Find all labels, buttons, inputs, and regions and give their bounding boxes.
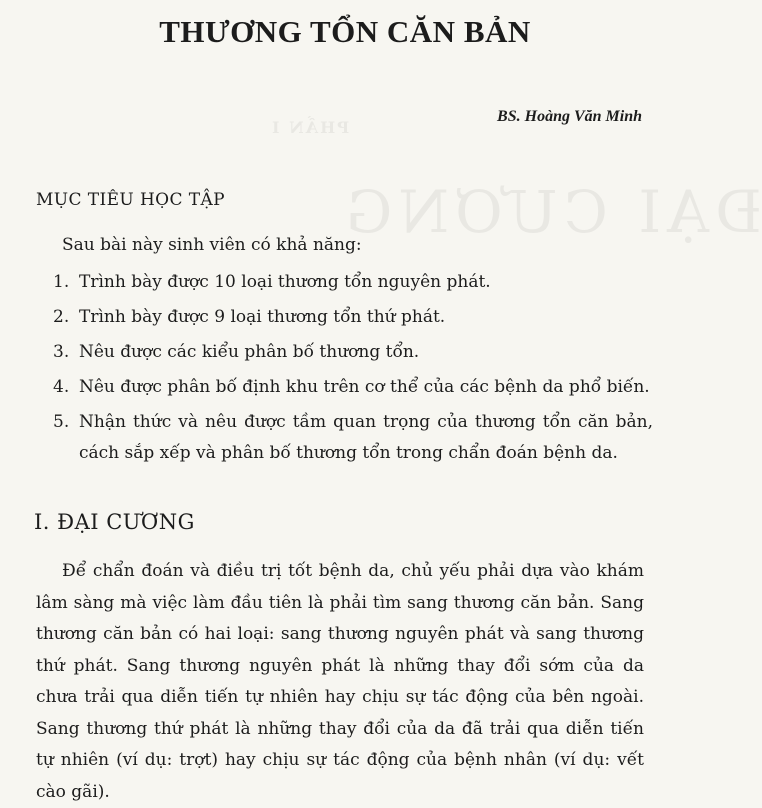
objective-item [53,407,653,469]
bleed-through-part-label: PHẦN I [270,118,350,137]
objective-number: 2. [53,307,70,327]
author-name: BS. Hoàng Văn Minh [497,108,642,125]
objective-text: Trình bày được 10 loại thương tổn nguyên phát. [79,272,491,292]
objective-item [53,302,653,333]
objective-number: 5. [53,412,70,432]
page-title: THƯƠNG TỔN CĂN BẢN [159,14,531,49]
objectives-heading: MỤC TIÊU HỌC TẬP [36,190,225,210]
section-paragraph: Để chẩn đoán và điều trị tốt bệnh da, chủ yếu phải dựa vào khám lâm sàng mà việc làm đầu tiên là phải tìm sang thương căn bản. Sang thương căn bản có hai loại: sang thương nguyên phát và sang thương thứ phát. Sang thương nguyên phát là những thay đổi sớm của da chưa trải qua diễn tiến tự nhiên hay chịu sự tác động của bên ngoài. Sang thương thứ phát là những thay đổi của da đã trải qua diễn tiến tự nhiên (ví dụ: trợt) hay chịu sự tác động của bệnh nhân (ví dụ: vết cào gãi). [36,561,644,802]
objective-number: 4. [53,377,70,397]
objective-item [53,267,653,298]
section-heading: I. ĐẠI CƯƠNG [34,510,195,534]
objective-text: Nêu được các kiểu phân bố thương tổn. [79,342,420,362]
objective-text: Nhận thức và nêu được tầm quan trọng của thương tổn căn bản, cách sắp xếp và phân bố thương tổn trong chẩn đoán bệnh da. [79,412,653,463]
objectives-intro: Sau bài này sinh viên có khả năng: [62,235,362,255]
objective-number: 1. [53,272,70,292]
objective-item [53,337,653,368]
objective-text: Nêu được phân bố định khu trên cơ thể của các bệnh da phổ biến. [79,377,650,397]
objective-item [53,372,653,403]
bleed-through-big-word: ĐẠI CƯƠNG [340,178,762,246]
objectives-list [53,267,653,473]
objective-number: 3. [53,342,70,362]
objective-text: Trình bày được 9 loại thương tổn thứ phát. [79,307,446,327]
